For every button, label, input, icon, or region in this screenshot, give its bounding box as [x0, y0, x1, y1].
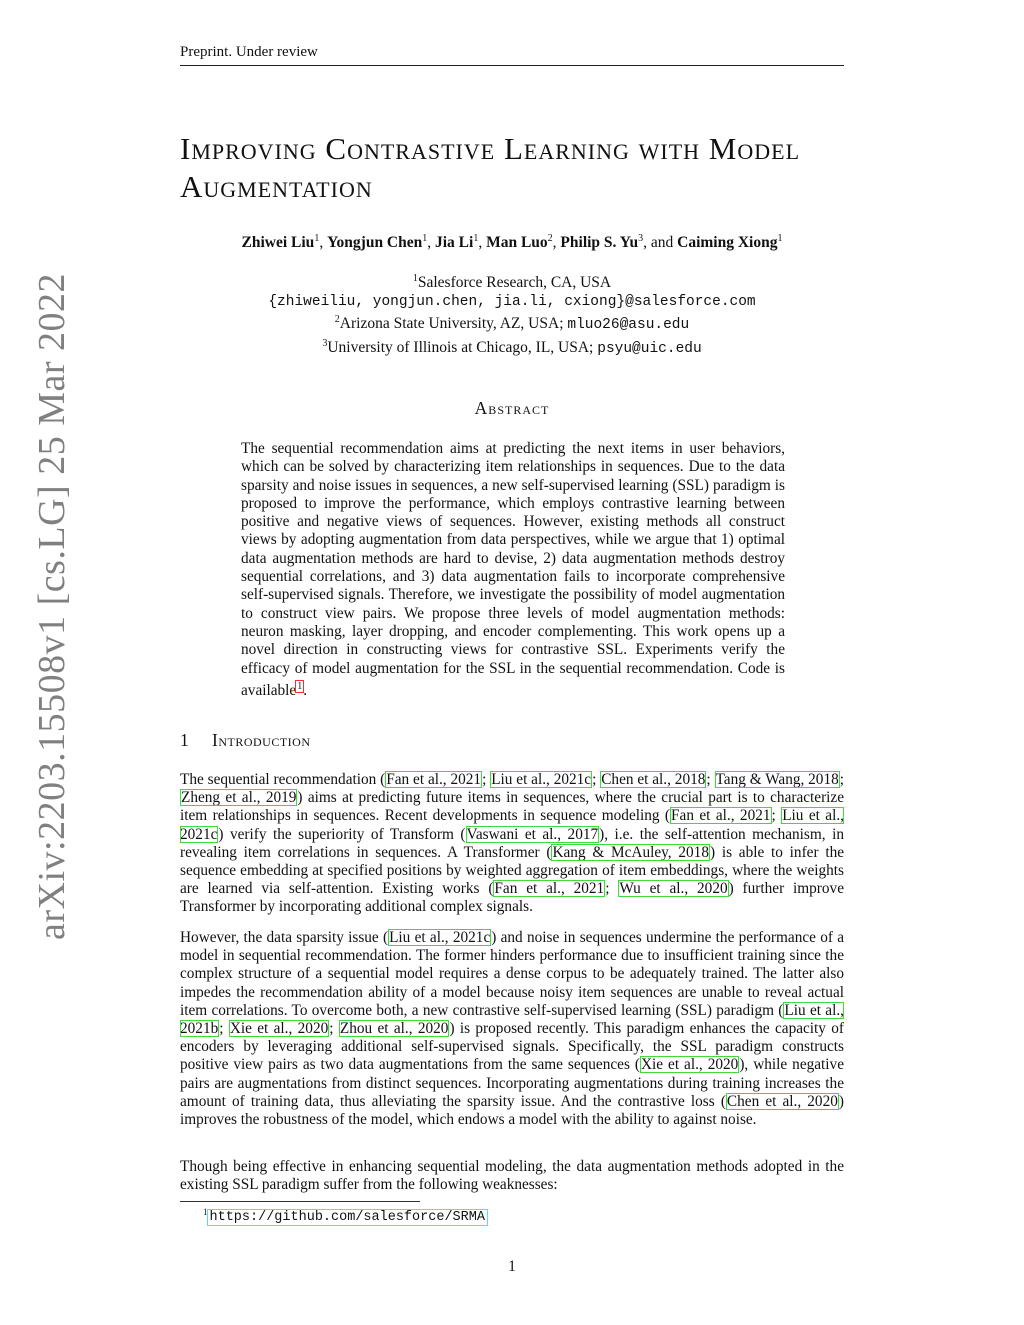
paragraph-text: ; — [592, 771, 601, 788]
paragraph-text: ) verify the superiority of Transform ( — [218, 825, 466, 843]
citation-link[interactable]: Zheng et al., 2019 — [181, 789, 297, 807]
author-separator: , — [427, 234, 435, 252]
paragraph-text: ) is proposed recently. This paradigm enhances the capacity of encoders by leveraging additional self-supervised signals. Specifically, the SSL paradigm constructs positive view pairs as two data augmentations from the same sequences ( — [180, 1020, 845, 1074]
author-affiliation-mark: 1 — [777, 233, 783, 244]
affiliation-1: $^1$Salesforce Research, CA, USA — [412, 273, 612, 292]
affiliation-2-email: mluo26@asu.edu — [567, 317, 690, 334]
author-name: Yongjun Chen — [327, 234, 423, 252]
section-number: 1 — [180, 730, 190, 750]
section-heading-introduction — [180, 730, 311, 751]
author-separator: , — [478, 234, 487, 252]
arxiv-identifier: arXiv:2203.15508v1 [cs.LG] 25 Mar 2022 — [31, 272, 73, 940]
paragraph-text: ; — [706, 771, 715, 788]
author-affiliation-mark: 1 — [473, 233, 479, 244]
citation-link[interactable]: Chen et al., 2020 — [726, 1092, 838, 1110]
citation-link[interactable]: Liu et al., 2021c — [389, 929, 491, 946]
footnote-rule — [180, 1201, 420, 1202]
author-name: Man Luo — [486, 234, 548, 252]
intro-paragraph-1 — [180, 771, 844, 917]
citation-link[interactable]: Liu et al., 2021b — [180, 1001, 844, 1038]
title-line-1: Improving Contrastive Learning with Model — [180, 131, 801, 166]
author-name: Zhiwei Liu — [241, 234, 315, 252]
running-header: Preprint. Under review — [180, 44, 844, 66]
citation-link[interactable]: Xie et al., 2020 — [229, 1020, 329, 1038]
author-affiliation-mark: 2 — [547, 233, 553, 244]
intro-paragraph-3: Though being effective in enhancing sequential modeling, the data augmentation methods adopted in the existing SSL paradigm suffer from the following weaknesses: — [180, 1158, 844, 1194]
paragraph-text: ) further improve Transformer by incorporating additional complex signals. — [180, 880, 844, 916]
affiliations — [180, 270, 844, 358]
paragraph-text: ), while negative pairs are augmentations from distinct sequences. Incorporating augmentations during training increases the amount of training data, thus alleviating the sparsity issue. And the contrastive loss ( — [180, 1056, 844, 1110]
affiliation-2: $^2$Arizona State University, AZ, USA; mluo26@asu.edu — [334, 314, 690, 334]
citation-link[interactable]: Chen et al., 2018 — [601, 771, 706, 788]
paragraph-text: ) is able to infer the sequence embedding at specified positions by weighted aggregation of item embeddings, where the weights are learned via self-attention. Existing works ( — [180, 843, 845, 898]
citation-link[interactable]: Tang & Wang, 2018 — [715, 771, 839, 788]
citation-link[interactable]: Kang & McAuley, 2018 — [552, 843, 709, 861]
intro-paragraph-2 — [180, 929, 844, 1129]
affiliation-3-email: psyu@uic.edu — [597, 340, 702, 357]
section-title: Introduction — [212, 730, 311, 750]
paragraph-text: ; — [329, 1020, 339, 1038]
citation-link[interactable]: Fan et al., 2021 — [494, 880, 605, 898]
citation-link[interactable]: Liu et al., 2021c — [180, 807, 844, 843]
abstract-body: The sequential recommendation aims at predicting the next items in user behaviors, which can be solved by characterizing item relationships in sequences. Due to the data sparsity and noise issues in sequences, a new self-supervised learning (SSL) paradigm is proposed to improve the performance, which employs contrastive learning between positive and negative views of sequences. However, existing methods all construct views by adopting augmentation from data perspectives, while we argue that 1) optimal data augmentation methods are hard to devise, 2) data augmentation methods destroy sequential correlations, and 3) data augmentation fails to incorporate comprehensive self-supervised signals. Therefore, we investigate the possibility of model augmentation to construct view pairs. We propose three levels of model augmentation methods: neuron masking, layer dropping, and encoder complementing. This work opens up a novel direction in constructing views for contrastive SSL. Experiments verify the efficacy of model augmentation for the SSL in the sequential recommendation. Code is available$^1$. — [241, 440, 785, 699]
affiliation-3: $^3$University of Illinois at Chicago, IL, USA; psyu@uic.edu — [322, 337, 702, 357]
author-name: Caiming Xiong — [677, 234, 778, 252]
citation-link[interactable]: Wu et al., 2020 — [619, 880, 728, 898]
author-name: Philip S. Yu — [560, 234, 639, 252]
author-affiliation-mark: 1 — [422, 233, 428, 244]
author-affiliation-mark: 1 — [314, 233, 320, 244]
abstract-heading: Abstract — [474, 398, 550, 418]
paragraph-text: ), i.e. the self-attention mechanism, in revealing item correlations in sequences. A Transformer ( — [180, 825, 844, 861]
page-number: 1 — [508, 1258, 516, 1275]
footnote-link[interactable]: 1 — [297, 680, 303, 692]
author-separator: , and — [643, 234, 678, 252]
paragraph-text: ; — [219, 1020, 229, 1038]
paper-title — [180, 130, 860, 206]
author-separator: , — [319, 234, 328, 252]
paragraph-text: ; — [482, 771, 491, 788]
paragraph-text: ; — [839, 771, 845, 788]
footnote: $^1$ https://github.com/salesforce/SRMA — [203, 1207, 485, 1226]
paragraph-text: ) aims at predicting future items in sequences, where the crucial part is to characterize item relationships in sequences. Recent developments in sequence modeling ( — [180, 789, 845, 825]
author-list — [180, 233, 844, 252]
citation-link[interactable]: Zhou et al., 2020 — [339, 1020, 449, 1038]
author-affiliation-mark: 3 — [638, 233, 644, 244]
paragraph-text: The sequential recommendation ( — [180, 771, 386, 788]
citation-link[interactable]: Liu et al., 2021c — [491, 771, 592, 788]
citation-link[interactable]: Fan et al., 2021 — [386, 771, 482, 788]
affiliation-1-emails: {zhiweiliu, yongjun.chen, jia.li, cxiong}@salesforce.com — [268, 293, 756, 310]
footnote-url-link[interactable]: https://github.com/salesforce/SRMA — [209, 1210, 485, 1226]
citation-link[interactable]: Xie et al., 2020 — [640, 1056, 739, 1074]
paragraph-text: ) and noise in sequences undermine the performance of a model in sequential recommendation. The former hinders performance due to insufficient training since the complex structure of a sequential model requires a dense corpus to be adequately trained. The latter also impedes the recommendation ability of a model because noisy item sequences are unable to reveal actual item correlations. To overcome both, a new contrastive self-supervised learning (SSL) paradigm ( — [180, 929, 844, 1019]
citation-link[interactable]: Fan et al., 2021 — [671, 807, 771, 825]
paragraph-text: ; — [605, 880, 619, 898]
paragraph-text: ) improves the robustness of the model, which endows a model with the ability to against noise. — [180, 1092, 844, 1129]
paragraph-text: ; — [771, 807, 782, 825]
author-separator: , — [552, 234, 561, 252]
title-line-2: Augmentation — [180, 169, 373, 204]
author-name: Jia Li — [435, 234, 474, 252]
paragraph-text: However, the data sparsity issue ( — [180, 929, 389, 946]
citation-link[interactable]: Vaswani et al., 2017 — [466, 825, 599, 843]
